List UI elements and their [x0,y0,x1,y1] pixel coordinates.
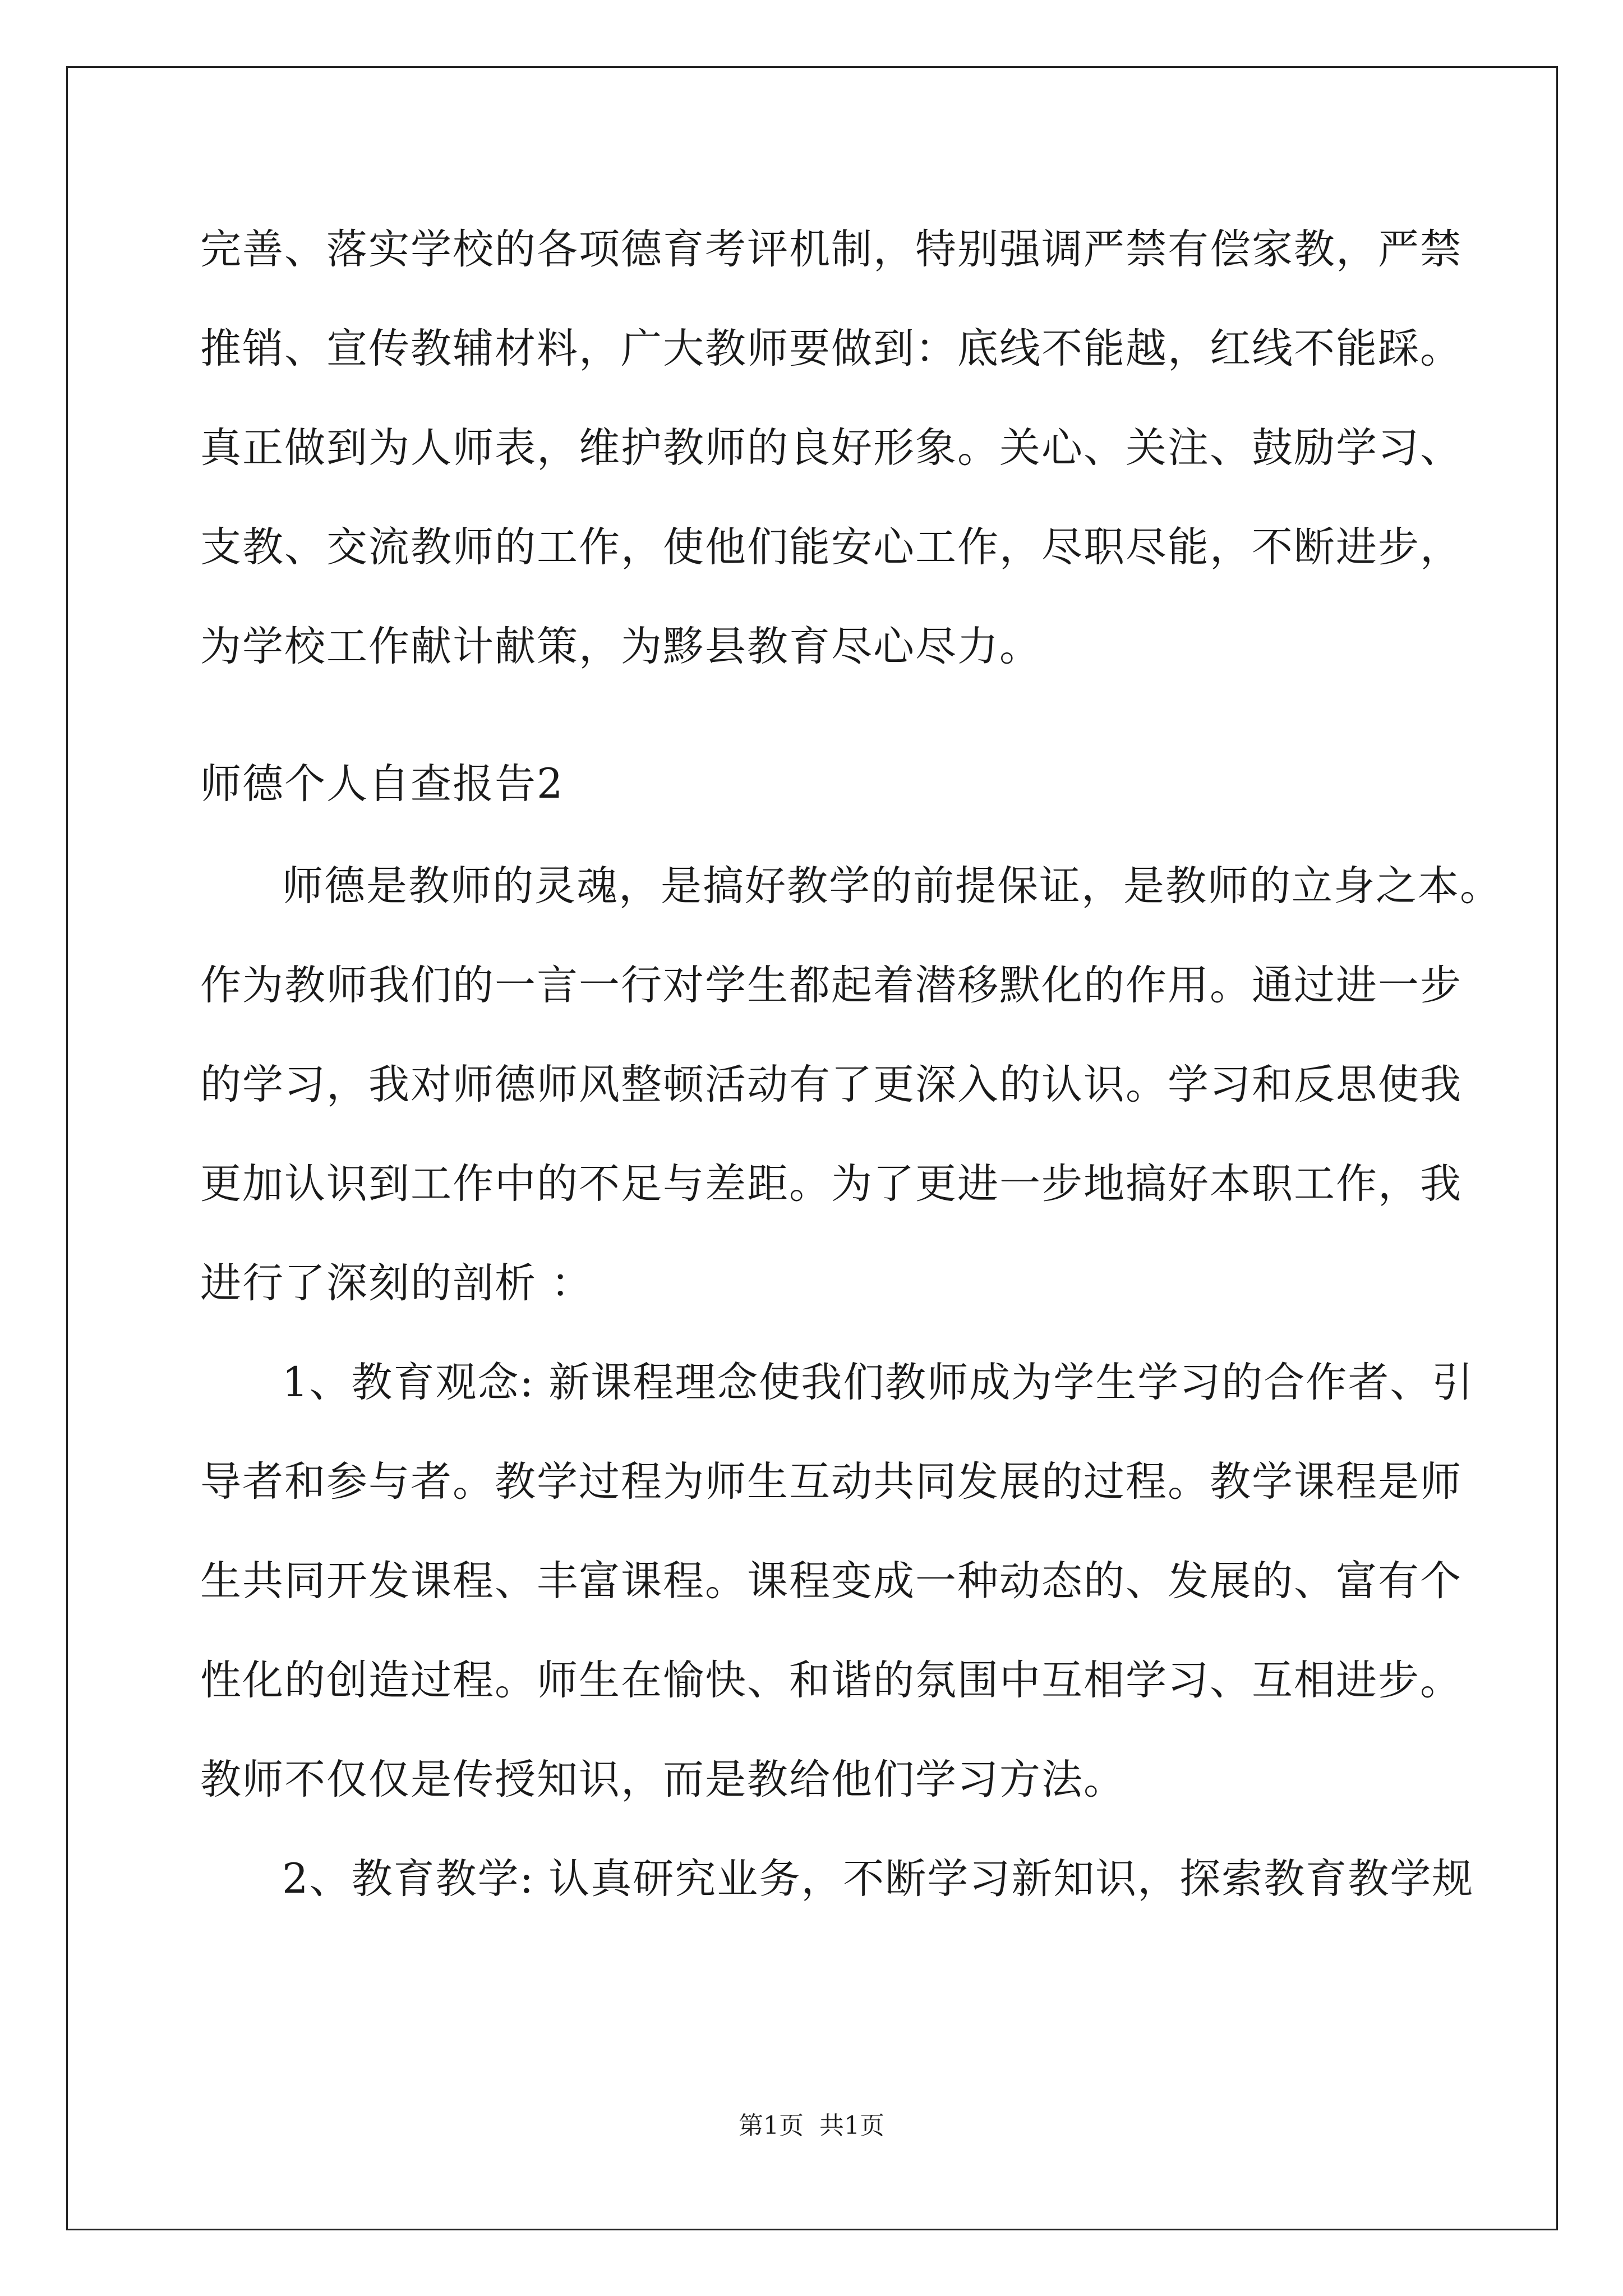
page-number: 第1页 [739,2111,804,2140]
text-line: 1、教育观念: 新课程理念使我们教师成为学生学习的合作者、引 [282,1359,1474,1406]
page-footer [0,2109,1623,2143]
page-total: 共1页 [819,2111,884,2140]
text-line: 教师不仅仅是传授知识，而是教给他们学习方法。 [200,1756,1126,1803]
text-line: 进行了深刻的剖析 ： [200,1259,593,1307]
text-line: 为学校工作献计献策，为黟县教育尽心尽力。 [200,623,1041,670]
text-line: 师德是教师的灵魂，是搞好教学的前提保证，是教师的立身之本。 [282,862,1502,910]
text-line: 作为教师我们的一言一行对学生都起着潜移默化的作用。通过进一步 [200,961,1462,1009]
text-line: 真正做到为人师表，维护教师的良好形象。关心、关注、鼓励学习、 [200,424,1462,472]
text-line: 支教、交流教师的工作，使他们能安心工作，尽职尽能，不断进步， [200,523,1462,571]
text-line: 推销、宣传教辅材料，广大教师要做到：底线不能越，红线不能踩。 [200,325,1462,372]
text-line: 生共同开发课程、丰富课程。课程变成一种动态的、发展的、富有个 [200,1557,1462,1605]
text-line: 2、教育教学: 认真研究业务，不断学习新知识，探索教育教学规 [282,1855,1474,1903]
text-line: 性化的创造过程。师生在愉快、和谐的氛围中互相学习、互相进步。 [200,1657,1462,1704]
text-line: 的学习，我对师德师风整顿活动有了更深入的认识。学习和反思使我 [200,1061,1462,1108]
text-line: 更加认识到工作中的不足与差距。为了更进一步地搞好本职工作，我 [200,1160,1462,1208]
section-heading: 师德个人自查报告2 [200,760,564,808]
text-line: 完善、落实学校的各项德育考评机制，特别强调严禁有偿家教，严禁 [200,226,1462,273]
text-line: 导者和参与者。教学过程为师生互动共同发展的过程。教学课程是师 [200,1458,1462,1506]
